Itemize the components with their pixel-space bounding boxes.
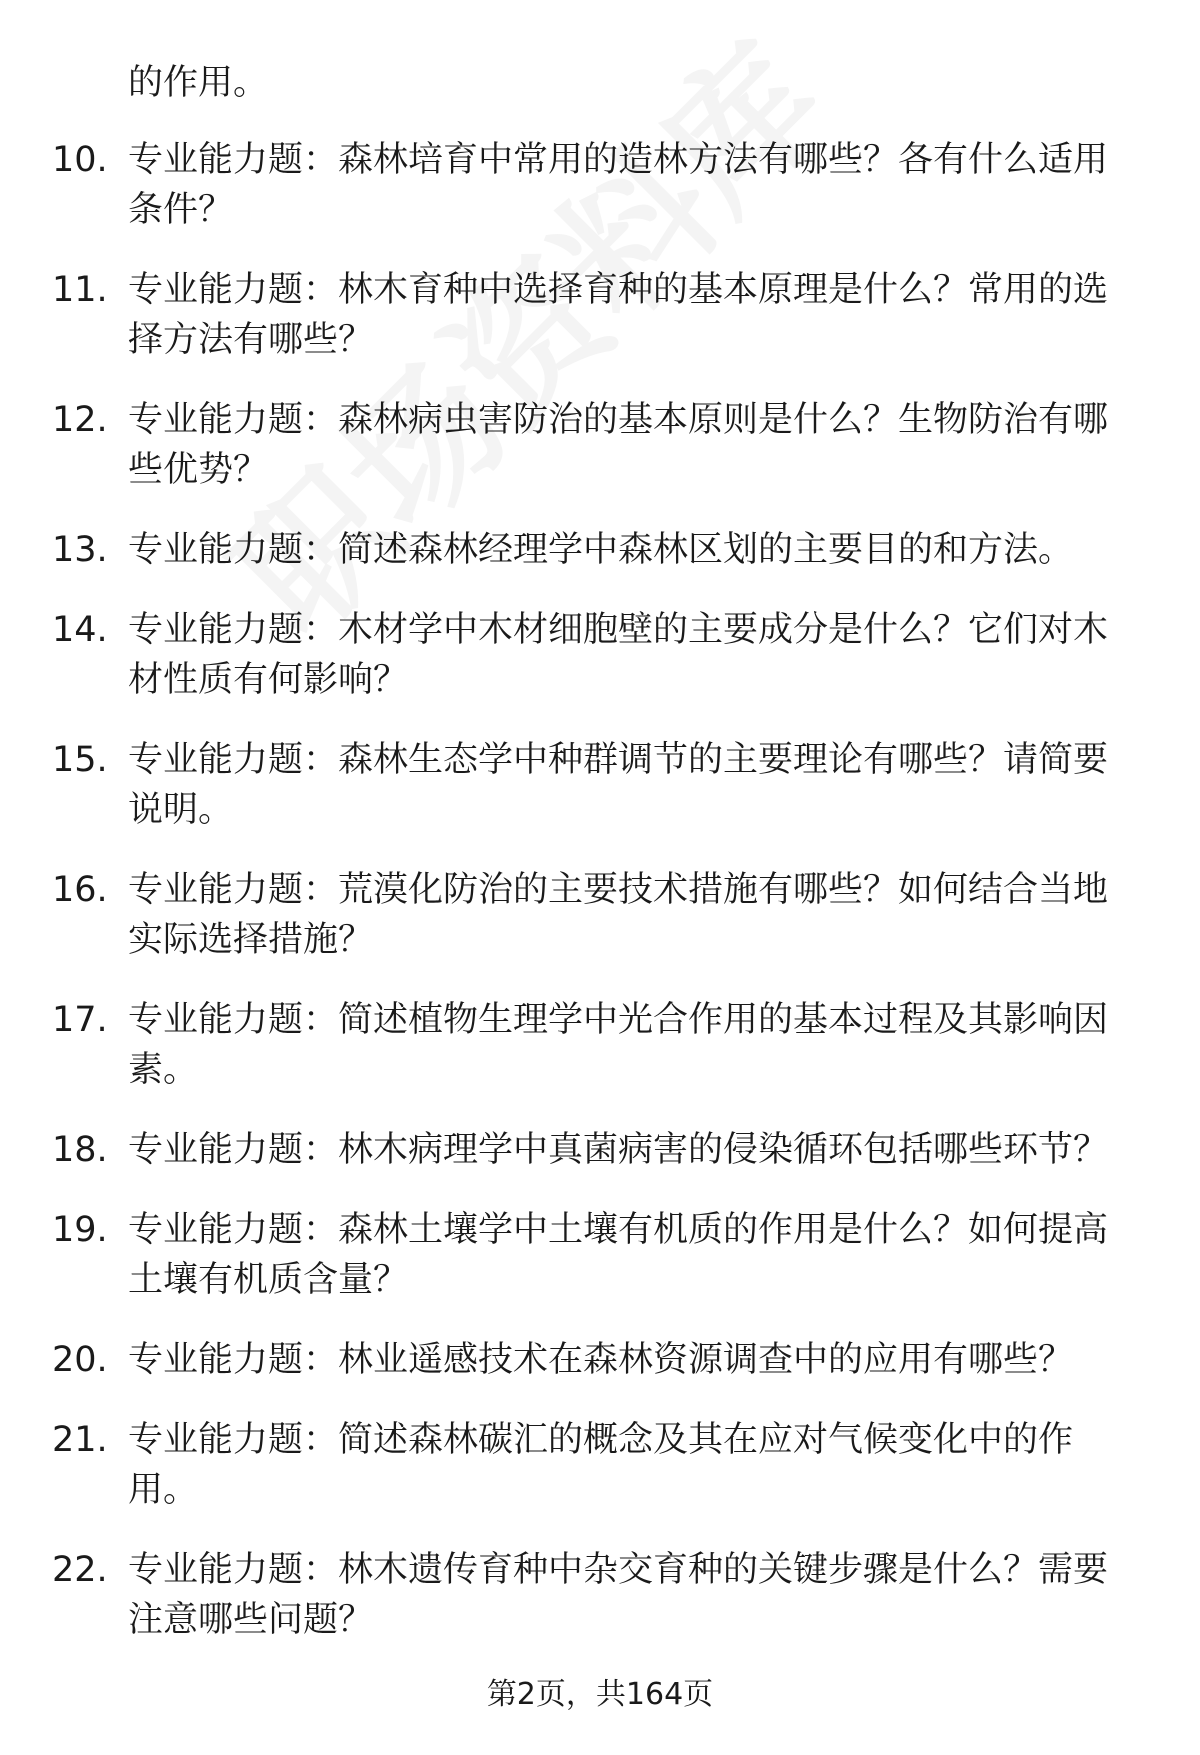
question-number: 16. (52, 870, 108, 910)
question-text: 专业能力题：森林土壤学中土壤有机质的作用是什么？如何提高土壤有机质含量？ (128, 1210, 1109, 1300)
list-item (0, 525, 1200, 575)
list-item (0, 865, 1200, 965)
question-number: 14. (52, 610, 108, 650)
question-text: 专业能力题：简述森林经理学中森林区划的主要目的和方法。 (128, 530, 1074, 570)
list-item (0, 605, 1200, 705)
page-footer: 第2页，共164页 (486, 1677, 714, 1712)
list-item (0, 395, 1200, 495)
question-number: 10. (52, 140, 108, 180)
question-number: 19. (52, 1210, 108, 1250)
question-text: 专业能力题：林木育种中选择育种的基本原理是什么？常用的选择方法有哪些？ (128, 270, 1109, 360)
list-item (0, 1415, 1200, 1515)
question-text: 专业能力题：荒漠化防治的主要技术措施有哪些？如何结合当地实际选择措施？ (128, 870, 1109, 960)
list-item (0, 1205, 1200, 1305)
list-item (0, 735, 1200, 835)
question-number: 18. (52, 1130, 108, 1170)
question-number: 22. (52, 1550, 108, 1590)
list-item (0, 135, 1200, 235)
question-number: 11. (52, 270, 108, 310)
list-item (0, 1125, 1200, 1175)
question-text: 专业能力题：林木遗传育种中杂交育种的关键步骤是什么？需要注意哪些问题？ (128, 1550, 1109, 1640)
question-text: 专业能力题：森林病虫害防治的基本原则是什么？生物防治有哪些优势？ (128, 400, 1109, 490)
list-item (0, 1335, 1200, 1385)
question-number: 13. (52, 530, 108, 570)
question-number: 20. (52, 1340, 108, 1380)
continuation-text: 的作用。 (128, 63, 269, 103)
question-text: 专业能力题：森林培育中常用的造林方法有哪些？各有什么适用条件？ (128, 140, 1109, 230)
question-text: 专业能力题：简述植物生理学中光合作用的基本过程及其影响因素。 (128, 1000, 1109, 1090)
question-text: 专业能力题：林业遥感技术在森林资源调查中的应用有哪些？ (128, 1340, 1074, 1380)
question-number: 17. (52, 1000, 108, 1040)
question-text: 专业能力题：林木病理学中真菌病害的侵染循环包括哪些环节？ (128, 1130, 1109, 1170)
list-item (0, 1545, 1200, 1645)
question-text: 专业能力题：森林生态学中种群调节的主要理论有哪些？请简要说明。 (128, 740, 1109, 830)
question-text: 专业能力题：木材学中木材细胞壁的主要成分是什么？它们对木材性质有何影响？ (128, 610, 1109, 700)
question-text: 专业能力题：简述森林碳汇的概念及其在应对气候变化中的作用。 (128, 1420, 1074, 1510)
list-item (0, 995, 1200, 1095)
question-list (0, 135, 1200, 1675)
question-number: 12. (52, 400, 108, 440)
list-item (0, 265, 1200, 365)
question-number: 21. (52, 1420, 108, 1460)
question-number: 15. (52, 740, 108, 780)
